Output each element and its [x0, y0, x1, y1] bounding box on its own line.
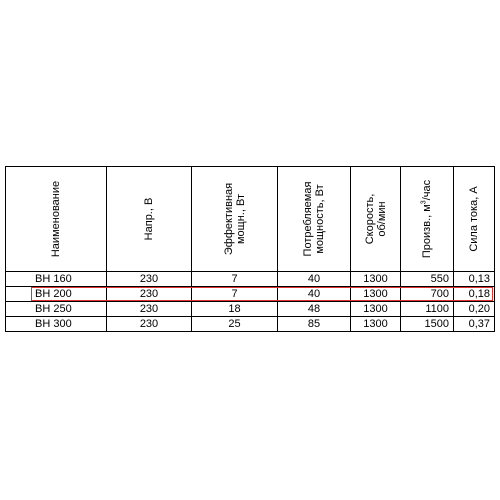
cell-consumed-power: 85: [278, 317, 351, 332]
header-voltage-label: Напр., В: [143, 197, 155, 241]
header-speed-line2: об/мин: [375, 201, 388, 237]
cell-capacity: 1100: [401, 302, 454, 317]
header-speed: [351, 167, 401, 272]
table-row: [6, 272, 495, 287]
header-effective-power: [192, 167, 278, 272]
cell-current: 0,18: [454, 287, 495, 302]
cell-effective-power: 25: [192, 317, 278, 332]
cell-consumed-power: 48: [278, 302, 351, 317]
cell-effective-power: 18: [192, 302, 278, 317]
header-current: [454, 167, 495, 272]
table-row: [6, 287, 495, 302]
cell-voltage: 230: [107, 272, 192, 287]
cell-effective-power: 7: [192, 287, 278, 302]
cell-speed: 1300: [351, 272, 401, 287]
header-capacity-post: /час: [421, 179, 433, 201]
cell-current: 0,13: [454, 272, 495, 287]
cell-capacity: 700: [401, 287, 454, 302]
header-capacity-sup: 3: [420, 200, 428, 205]
header-speed-line1: Скорость,: [363, 193, 376, 245]
header-voltage: [107, 167, 192, 272]
cell-consumed-power: 40: [278, 287, 351, 302]
cell-speed: 1300: [351, 302, 401, 317]
cell-consumed-power: 40: [278, 272, 351, 287]
cell-model: ВН 160: [6, 272, 107, 287]
header-consumed-power: [278, 167, 351, 272]
header-name-label: Наименование: [50, 180, 62, 258]
cell-voltage: 230: [107, 287, 192, 302]
cell-effective-power: 7: [192, 272, 278, 287]
header-consumed-power-line2: мощность, Вт: [314, 184, 326, 254]
cell-model: ВН 300: [6, 317, 107, 332]
header-effective-power-line1: Эффективная: [222, 182, 235, 256]
cell-voltage: 230: [107, 317, 192, 332]
cell-model: ВН 250: [6, 302, 107, 317]
cell-voltage: 230: [107, 302, 192, 317]
header-capacity-pre: Произв., м: [421, 204, 433, 259]
cell-capacity: 550: [401, 272, 454, 287]
cell-current: 0,20: [454, 302, 495, 317]
header-effective-power-line2: мощн., Вт: [234, 194, 247, 244]
cell-current: 0,37: [454, 317, 495, 332]
cell-model: ВН 200: [6, 287, 107, 302]
cell-capacity: 1500: [401, 317, 454, 332]
cell-speed: 1300: [351, 287, 401, 302]
cell-speed: 1300: [351, 317, 401, 332]
header-capacity: [401, 167, 454, 272]
spec-table: [5, 166, 495, 332]
table-row: [6, 317, 495, 332]
header-current-label: Сила тока, А: [468, 186, 480, 252]
table-row: [6, 302, 495, 317]
header-consumed-power-line1: Потребляемая: [302, 181, 314, 257]
header-row: [6, 167, 495, 272]
header-name: [6, 167, 107, 272]
